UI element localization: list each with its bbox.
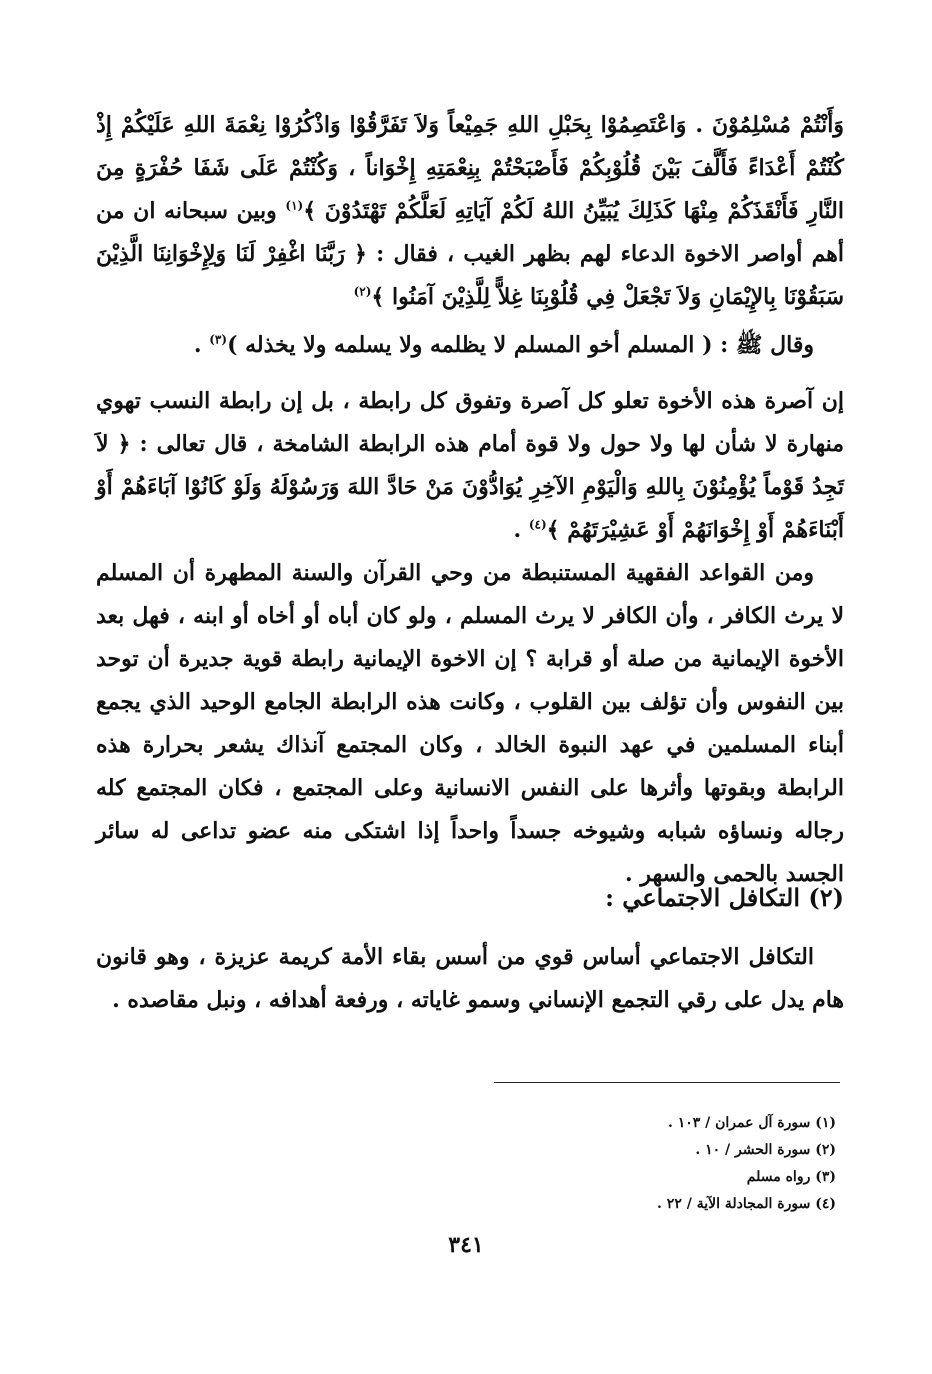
paragraph-fiqh-rules	[96, 552, 844, 896]
footnote-ref-1: (١)	[285, 198, 304, 213]
footnote-4: (٤) سورة المجادلة الآية / ٢٢ .	[657, 1196, 836, 1212]
paragraph-text: التكافل الاجتماعي أساس قوي من أسس بقاء الأمة كريمة عزيزة ، وهو قانون هام يدل على رقي التجمع الإنساني وسمو غاياته ، ورفعة أهدافه ، ونبل مقاصده .	[96, 944, 844, 1013]
footnote-divider	[494, 1082, 840, 1083]
paragraph-quran-1	[96, 104, 844, 319]
page-number: ٣٤١	[448, 1232, 484, 1258]
footnote-1: (١) سورة آل عمران / ١٠٣ .	[667, 1115, 836, 1131]
footnote-ref-2: (٢)	[353, 284, 372, 299]
footnote-2: (٢) سورة الحشر / ١٠ .	[695, 1142, 836, 1158]
footnote-ref-3: (٣)	[209, 332, 228, 347]
hadith-text: وقال ﷺ : ( المسلم أخو المسلم لا يظلمه ولا يسلمه ولا يخذله )	[227, 332, 814, 358]
footnotes	[436, 1110, 836, 1218]
footnote-3: (٣) رواه مسلم	[746, 1169, 836, 1185]
footnote-ref-4: (٤)	[528, 517, 547, 532]
section-heading: (٢) التكافل الاجتماعي :	[605, 883, 844, 912]
paragraph-text: ومن القواعد الفقهية المستنبطة من وحي القرآن والسنة المطهرة أن المسلم لا يرث الكافر ، وأن الكافر لا يرث المسلم ، ولو كان أباه أو أخاه أو ابنه ، فهل بعد الأخوة الإيمانية من صلة أو قرابة ؟ إن الاخوة الإيمانية رابطة قوية جديرة أن توحد بين النفوس وأن تؤلف بين القلوب ، وكانت هذه الرابطة الجامع الوحيد الذي يجمع أبناء المسلمين في عهد النبوة الخالد ، وكان المجتمع آنذاك يشعر بحرارة هذه الرابطة وبقوتها وأثرها على النفس الانسانية وعلى المجتمع ، فكان المجتمع كله رجاله ونساؤه شبابه وشيوخه جسداً واحداً إذا اشتكى منه عضو تداعى له سائر الجسد بالحمى والسهر .	[96, 560, 844, 887]
paragraph-text: إن آصرة هذه الأخوة تعلو كل آصرة وتفوق كل رابطة ، بل إن رابطة النسب تهوي منهارة لا شأن لها ولا حول ولا قوة أمام هذه الرابطة الشامخة ، قال تعالى : ﴿ لاَ تَجِدُ قَوْماً يُؤْمِنُوْنَ بِاللهِ وَالْيَوْمِ الآخِرِ يُوَادُّوْنَ مَنْ حَادَّ اللهَ وَرَسُوْلَهُ وَلَوْ كَانُوْا آبَاءَهُمْ أَوْ أَبْنَاءَهُمْ أَوْ إِخْوَانَهُمْ أَوْ عَشِيْرَتَهُمْ ﴾	[96, 388, 844, 543]
hadith-end: .	[193, 332, 210, 358]
paragraph-brotherhood	[96, 380, 844, 552]
paragraph-hadith	[96, 324, 844, 367]
paragraph-text: وبين سبحانه ان من أهم أواصر الاخوة الدعاء لهم بظهر الغيب ، فقال : ﴿ رَبَّنَا اغْفِرْ لَنَا وَلِإِخْوَانِنَا الَّذِيْنَ سَبَقُوْنَا بِالإِيْمَانِ وَلاَ تَجْعَلْ فِي قُلُوْبِنَا غِلاًّ لِلَّذِيْنَ آمَنُوا ﴾	[96, 198, 844, 310]
quran-verse-text: وَأَنْتُمْ مُسْلِمُوْنَ . وَاعْتَصِمُوْا بِحَبْلِ اللهِ جَمِيْعاً وَلاَ تَفَرَّقُوْا وَاذْكُرُوْا نِعْمَةَ اللهِ عَلَيْكُمْ إِذْ كُنْتُمْ أَعْدَاءً فَأَلَّفَ بَيْنَ قُلُوْبِكُمْ فَأَصْبَحْتُمْ بِنِعْمَتِهِ إِخْوَاناً ، وَكُنْتُمْ عَلَى شَفَا حُفْرَةٍ مِنَ النَّارِ فَأَنْقَذَكُمْ مِنْهَا كَذَلِكَ يُبَيِّنُ اللهُ لَكُمْ آيَاتِهِ لَعَلَّكُمْ تَهْتَدُوْنَ ﴾	[96, 112, 844, 224]
paragraph-end: .	[513, 517, 529, 543]
paragraph-social-solidarity	[96, 936, 844, 1022]
